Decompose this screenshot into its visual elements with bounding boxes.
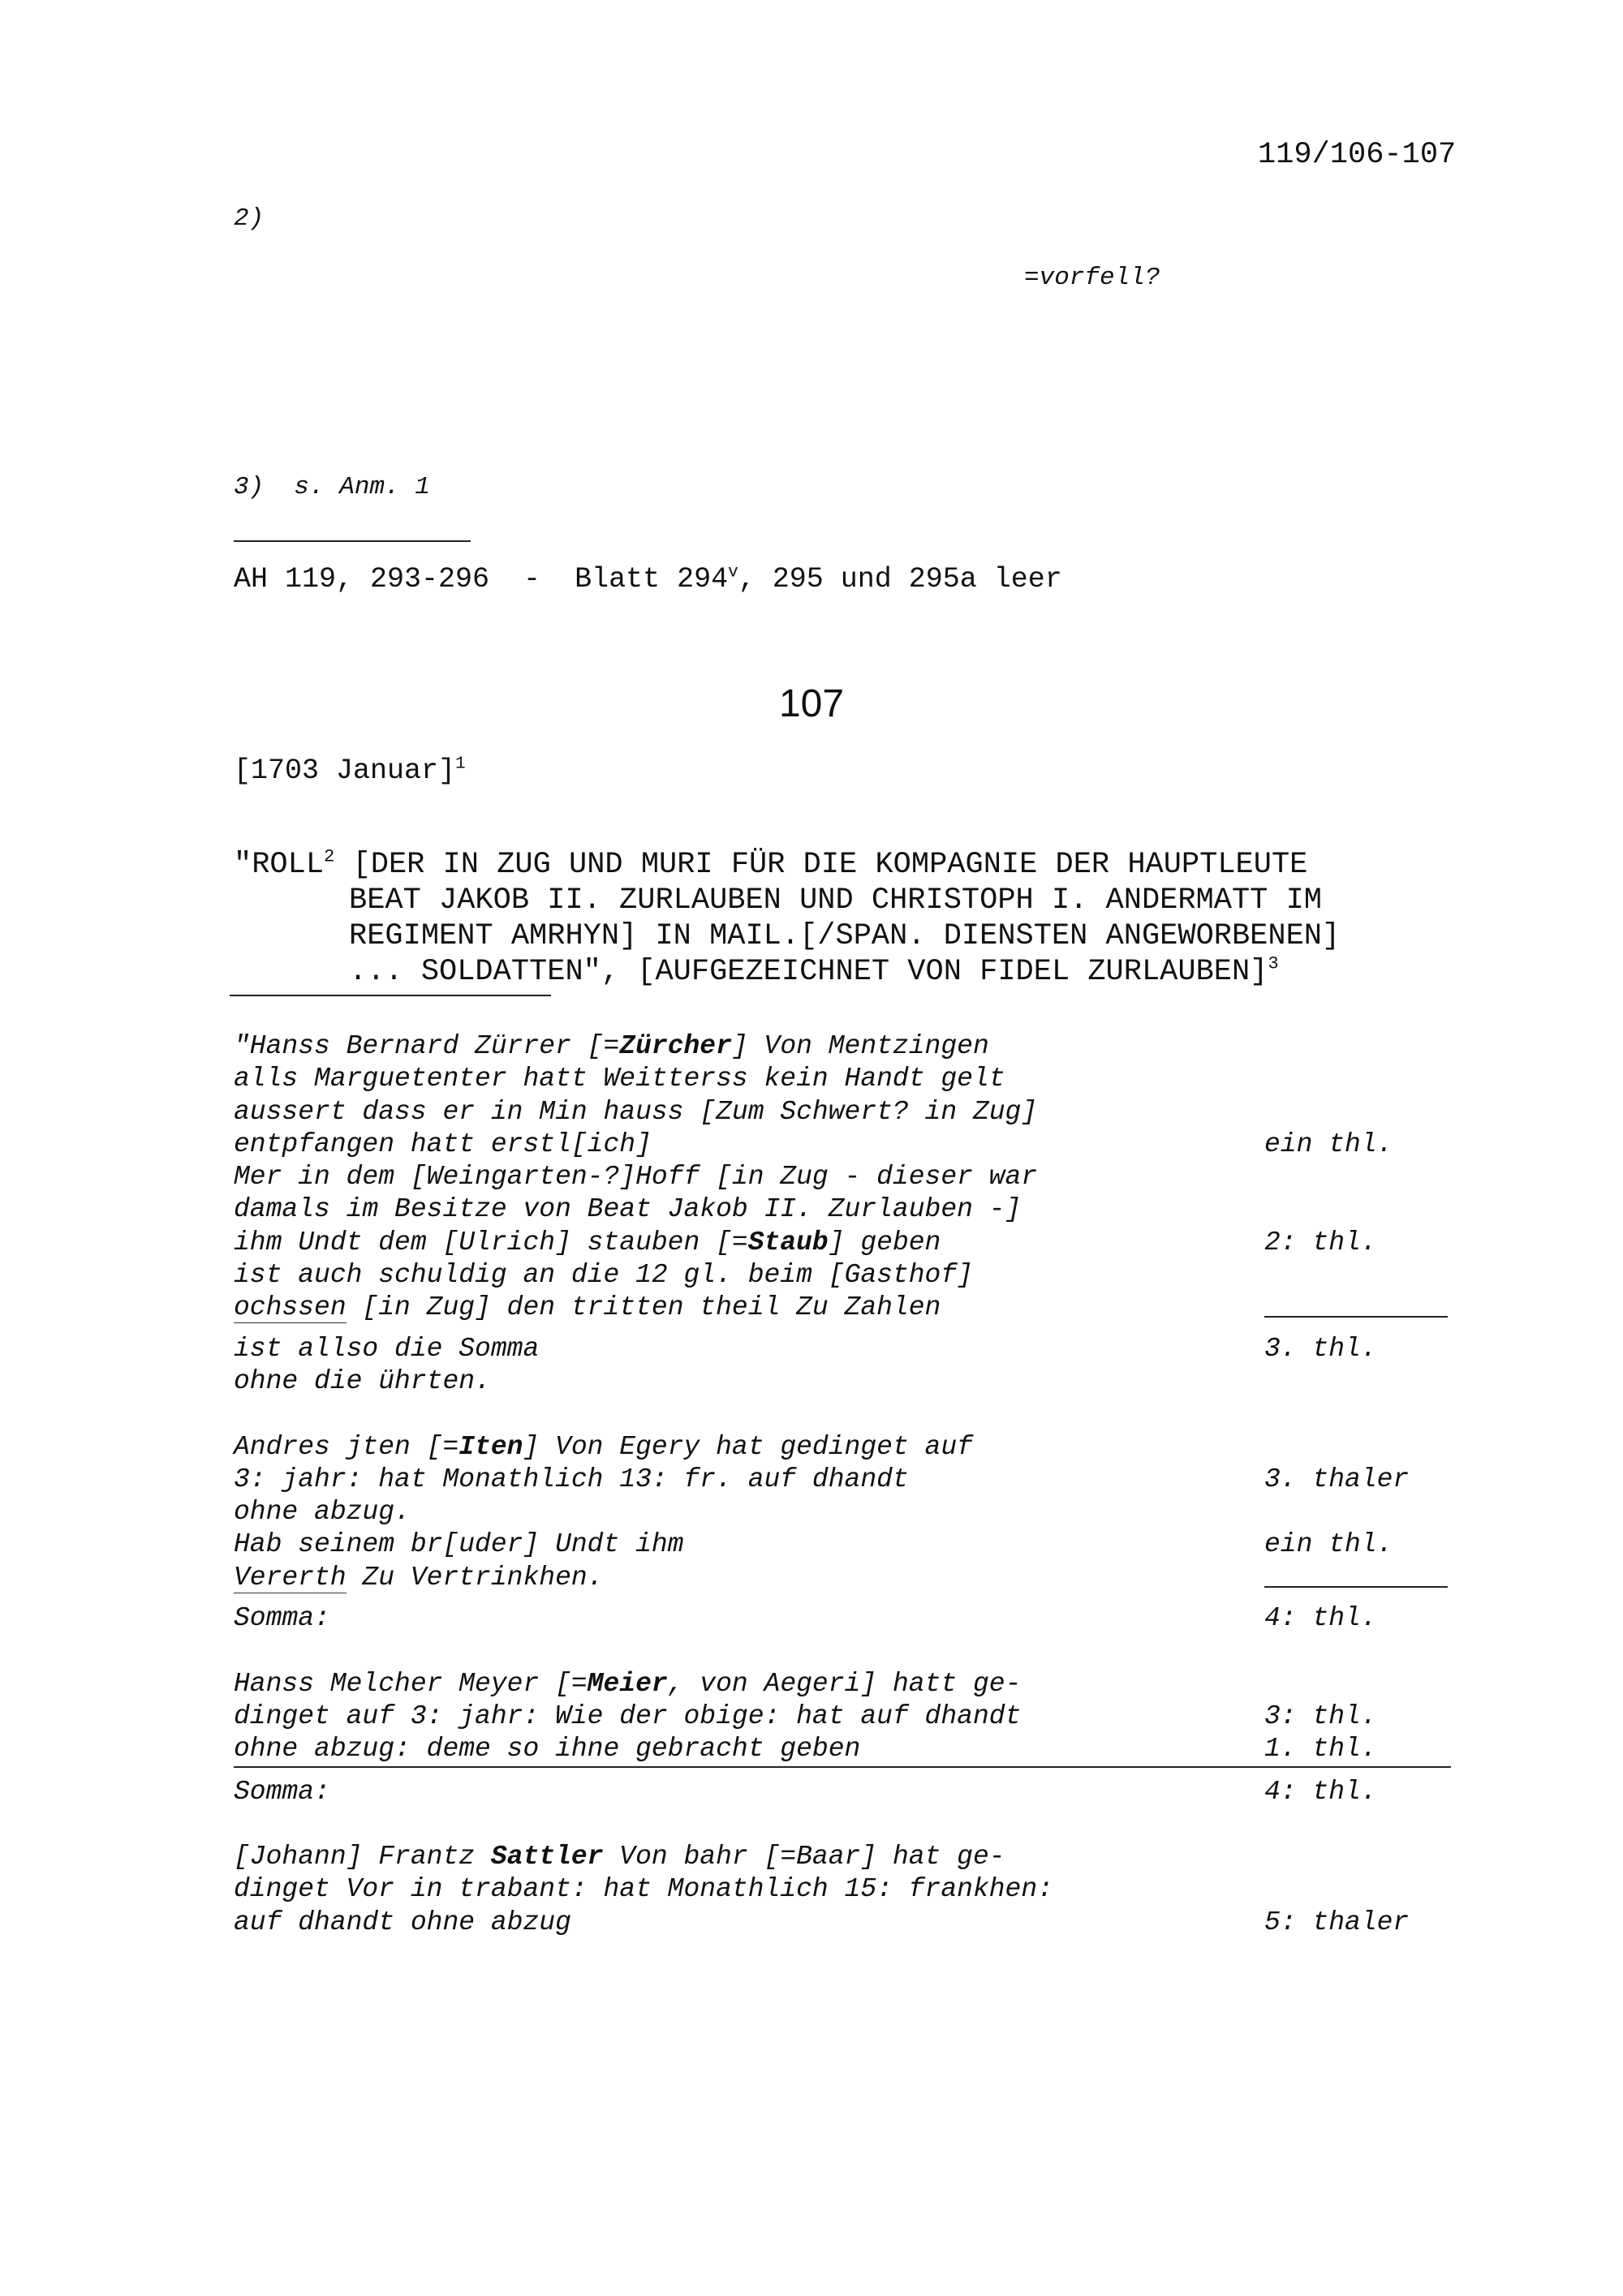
entry-4-amount-1: 5: thaler <box>1264 1907 1410 1937</box>
entry-2-sum: Somma: 4: thl. <box>234 1594 1451 1635</box>
document-title <box>234 811 1340 1025</box>
entry-4-line-3: auf dhandt ohne abzug 5: thaler <box>234 1907 1451 1939</box>
entry-2-line-3: ohne abzug. <box>234 1497 411 1528</box>
entry-2-amount-2: ein thl. <box>1264 1529 1393 1560</box>
entry-2-line-1 <box>234 1431 1451 1464</box>
roll-entries <box>234 1030 1451 1939</box>
entry-3-sum-amount: 4: thl. <box>1264 1776 1377 1807</box>
entry-1-text-a: "Hanss Bernard Zürrer [= <box>234 1031 620 1061</box>
title-line-3: REGIMENT AMRHYN] IN MAIL.[/SPAN. DIENSTEN ANGEWORBENEN] <box>349 919 1341 953</box>
title-line-4: ... SOLDATTEN", [AUFGEZEICHNET VON FIDEL ZURLAUBEN] <box>349 955 1268 989</box>
entry-2-line-4: Hab seinem br[uder] Undt ihm ein thl. <box>234 1529 1451 1561</box>
entry-1-line-5: Mer in dem [Weingarten-?]Hoff [in Zug - dieser war <box>234 1162 1038 1193</box>
entry-4-text-c: Von bahr [=Baar] hat ge- <box>603 1842 1005 1872</box>
entry-1-sum-amount: 3. thl. <box>1264 1333 1377 1364</box>
footnote-3-reference: 3) s. Anm. 1 <box>234 473 430 501</box>
entry-1-line-4: entpfangen hatt erstl[ich] ein thl. <box>234 1129 1451 1161</box>
entry-1-line-8: ist auch schuldig an die 12 gl. beim [Gasthof] <box>234 1260 973 1291</box>
entry-2-vererth: Vererth <box>234 1562 347 1593</box>
entry-1-line-9 <box>234 1292 1451 1324</box>
entry-3-line-1 <box>234 1668 1451 1701</box>
entry-3-text-a: Hanss Melcher Meyer [= <box>234 1668 588 1699</box>
entry-3-surname: Meier <box>587 1668 668 1699</box>
title-line-1a: "ROLL <box>234 848 325 882</box>
entry-3-line-2: dinget auf 3: jahr: Wie der obige: hat auf dhandt 3: thl. <box>234 1701 1451 1733</box>
entry-4-line-2: dinget Vor in trabant: hat Monathlich 15: frankhen: <box>234 1874 1053 1905</box>
document-date-text: [1703 Januar] <box>234 755 456 787</box>
entry-1-text-c: ] Von Mentzingen <box>731 1031 989 1061</box>
entry-2-surname: Iten <box>458 1431 523 1462</box>
entry-1-l7-a: ihm Undt dem [Ulrich] stauben [= <box>234 1227 748 1258</box>
entry-4-line-1 <box>234 1841 1451 1873</box>
entry-1-staub: Staub <box>747 1227 829 1258</box>
entry-1-line-6: damals im Besitze von Beat Jakob II. Zurlauben -] <box>234 1194 1022 1225</box>
entry-1-amount-2: 2: thl. <box>1264 1227 1377 1258</box>
divider-short <box>234 540 471 542</box>
entry-1-amount-rule <box>1264 1292 1448 1318</box>
entry-3-text-c: , von Aegeri] hatt ge- <box>667 1668 1022 1699</box>
entry-1-line-7 <box>234 1227 1451 1259</box>
entry-4-text-a: [Johann] Frantz <box>234 1842 491 1872</box>
source-citation-prefix: AH 119, 293-296 - Blatt 294 <box>234 563 729 595</box>
entry-2-amount-1: 3. thaler <box>1264 1464 1410 1494</box>
source-citation-suffix: , 295 und 295a leer <box>738 563 1062 595</box>
entry-2-l5-b: Zu Vertrinkhen. <box>346 1562 604 1593</box>
entry-2-text-a: Andres jten [= <box>234 1431 459 1462</box>
entry-1-l7-c: ] geben <box>828 1227 941 1258</box>
entry-2-line-5 <box>234 1562 1451 1594</box>
title-line-1-sup: 2 <box>324 846 335 867</box>
entry-3-line-3: ohne abzug: deme so ihne gebracht geben 1. thl. <box>234 1733 1451 1767</box>
entry-2-sum-amount: 4: thl. <box>1264 1603 1377 1634</box>
entry-1-ochssen: ochssen <box>234 1292 347 1323</box>
title-line-4-sup: 3 <box>1268 953 1279 974</box>
title-line-1b: [DER IN ZUG UND MURI FÜR DIE KOMPAGNIE DER HAUPTLEUTE <box>334 848 1308 882</box>
entry-2-text-c: ] Von Egery hat gedinget auf <box>523 1431 973 1462</box>
entry-3-sum: Somma: 4: thl. <box>234 1768 1451 1808</box>
entry-3-amount-2: 1. thl. <box>1264 1734 1377 1765</box>
entry-1-amount-1: ein thl. <box>1264 1129 1393 1159</box>
entry-3-amount-1: 3: thl. <box>1264 1701 1377 1731</box>
source-citation-sup: v <box>728 563 738 583</box>
title-line-2: BEAT JAKOB II. ZURLAUBEN UND CHRISTOPH I. ANDERMATT IM <box>349 884 1322 918</box>
entry-1-line-3: aussert dass er in Min hauss [Zum Schwert? in Zug] <box>234 1096 1038 1127</box>
source-citation <box>234 563 1062 595</box>
document-date-sup: 1 <box>455 755 466 774</box>
page-reference: 119/106-107 <box>1258 138 1457 172</box>
entry-2-amount-rule <box>1264 1562 1448 1588</box>
entry-1-line-2: alls Marguetenter hatt Weitterss kein Handt gelt <box>234 1064 1005 1094</box>
entry-1-sum-note: ohne die ührten. <box>234 1365 491 1396</box>
entry-1-l9-b: [in Zug] den tritten theil Zu Zahlen <box>346 1292 941 1323</box>
document-date <box>234 755 466 787</box>
entry-2-line-2: 3: jahr: hat Monathlich 13: fr. auf dhandt 3. thaler <box>234 1464 1451 1496</box>
divider-title <box>230 995 551 996</box>
entry-1-line-1 <box>234 1030 1451 1063</box>
margin-note-vorfell: =vorfell? <box>1024 264 1160 292</box>
entry-4-surname: Sattler <box>490 1842 604 1872</box>
entry-1-surname: Zürcher <box>619 1031 732 1061</box>
entry-1-sum: ist allso die Somma 3. thl. <box>234 1325 1451 1365</box>
document-number: 107 <box>778 682 845 725</box>
footnote-2-marker: 2) <box>234 204 265 233</box>
